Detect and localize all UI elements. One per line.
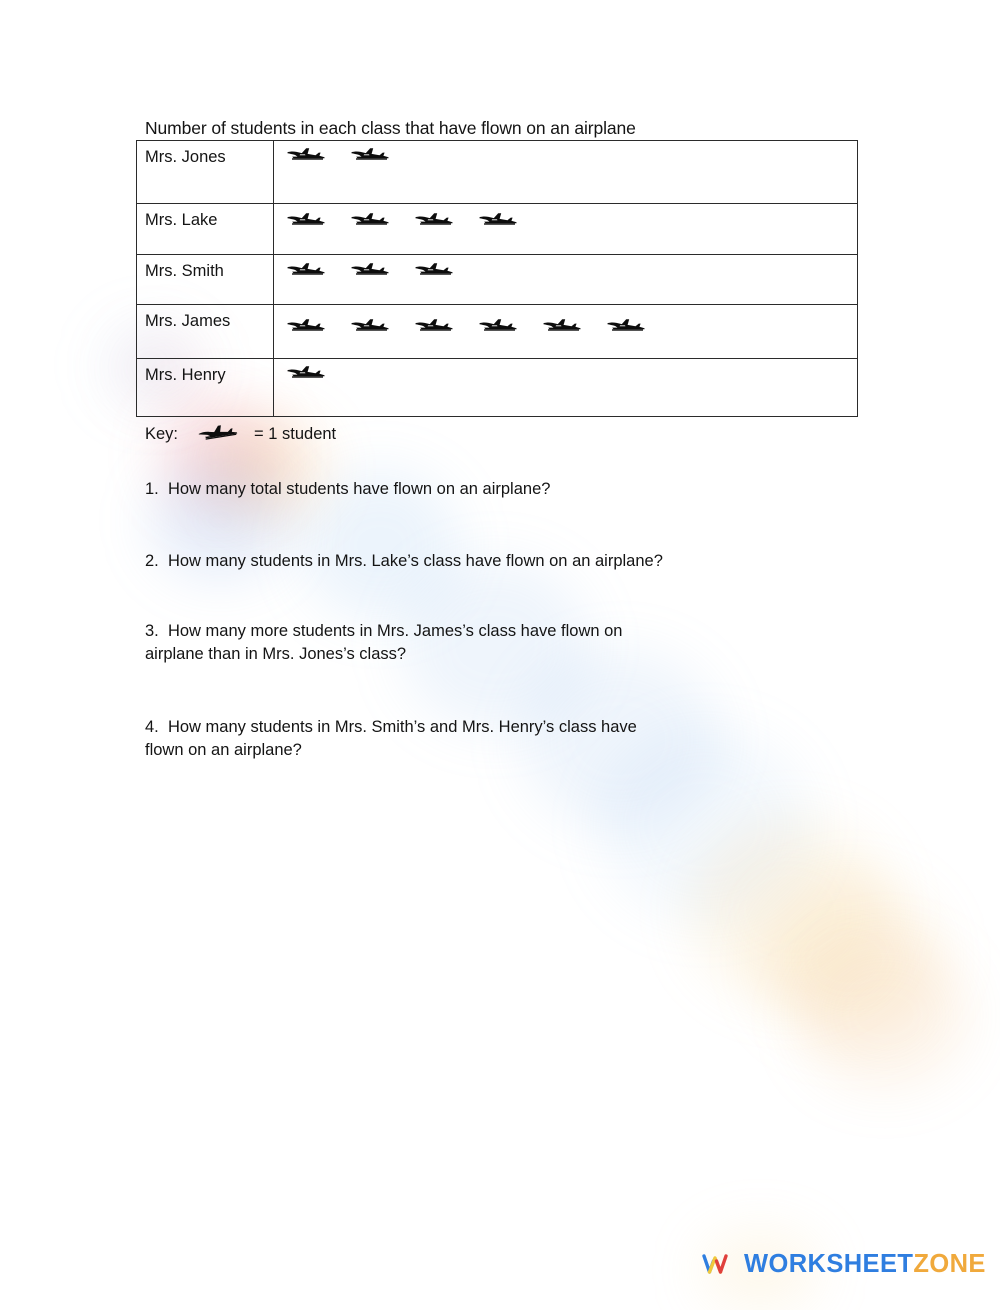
airplane-icon	[285, 318, 349, 336]
question-1-number: 1.	[145, 480, 159, 498]
airplane-icon	[285, 365, 349, 383]
row-label-jones: Mrs. Jones	[137, 141, 274, 204]
airplane-icon	[349, 212, 413, 230]
question-1	[145, 478, 875, 501]
airplane-icon-group	[274, 255, 857, 304]
airplane-icon	[477, 318, 541, 336]
row-label-lake: Mrs. Lake	[137, 204, 274, 255]
airplane-icon-group	[274, 204, 857, 254]
airplane-icon	[413, 318, 477, 336]
key-equals-label: = 1 student	[254, 425, 337, 443]
pictograph-table	[136, 140, 858, 417]
question-3-number: 3.	[145, 622, 159, 640]
question-1-text: How many total students have flown on an airplane?	[167, 480, 551, 498]
airplane-icon-group	[274, 305, 857, 358]
table-row	[137, 141, 858, 204]
row-label-henry: Mrs. Henry	[137, 359, 274, 417]
row-icons-henry	[274, 359, 858, 417]
question-2-text: How many students in Mrs. Lake’s class have flown on an airplane?	[167, 552, 663, 570]
row-icons-jones	[274, 141, 858, 204]
question-4-text: How many students in Mrs. Smith’s and Mrs. Henry’s class have	[167, 718, 637, 736]
airplane-icon	[349, 318, 413, 336]
airplane-icon	[349, 147, 413, 165]
key-label: Key:	[145, 425, 179, 443]
airplane-icon	[285, 147, 349, 165]
brand-text-worksheet: WORKSHEET	[744, 1250, 914, 1278]
worksheetzone-logo[interactable]	[700, 1249, 986, 1279]
question-3	[145, 620, 875, 666]
row-label-james: Mrs. James	[137, 305, 274, 359]
page-title: Number of students in each class that have flown on an airplane	[145, 118, 636, 138]
question-4	[145, 716, 875, 762]
airplane-icon	[413, 212, 477, 230]
airplane-icon	[477, 212, 541, 230]
airplane-icon	[196, 424, 242, 444]
table-row	[137, 359, 858, 417]
question-4-text-line2: flown on an airplane?	[145, 741, 302, 759]
worksheetzone-w-icon	[700, 1249, 730, 1279]
table-row	[137, 255, 858, 305]
pictograph-table-body	[137, 141, 858, 417]
airplane-icon-group	[274, 359, 857, 416]
question-3-text: How many more students in Mrs. James’s class have flown on	[167, 622, 623, 640]
airplane-icon	[541, 318, 605, 336]
question-2	[145, 550, 875, 573]
row-icons-lake	[274, 204, 858, 255]
question-3-text-line2: airplane than in Mrs. Jones’s class?	[145, 645, 407, 663]
question-2-number: 2.	[145, 552, 159, 570]
table-row	[137, 204, 858, 255]
airplane-icon	[349, 262, 413, 280]
table-row	[137, 305, 858, 359]
pictograph-key	[145, 423, 336, 445]
airplane-icon-group	[274, 141, 857, 203]
row-icons-james	[274, 305, 858, 359]
airplane-icon	[605, 318, 669, 336]
row-icons-smith	[274, 255, 858, 305]
brand-text-zone: ZONE	[913, 1250, 986, 1278]
worksheetzone-wordmark	[744, 1249, 986, 1279]
question-4-number: 4.	[145, 718, 159, 736]
airplane-icon	[285, 262, 349, 280]
row-label-smith: Mrs. Smith	[137, 255, 274, 305]
airplane-icon	[285, 212, 349, 230]
airplane-icon	[413, 262, 477, 280]
